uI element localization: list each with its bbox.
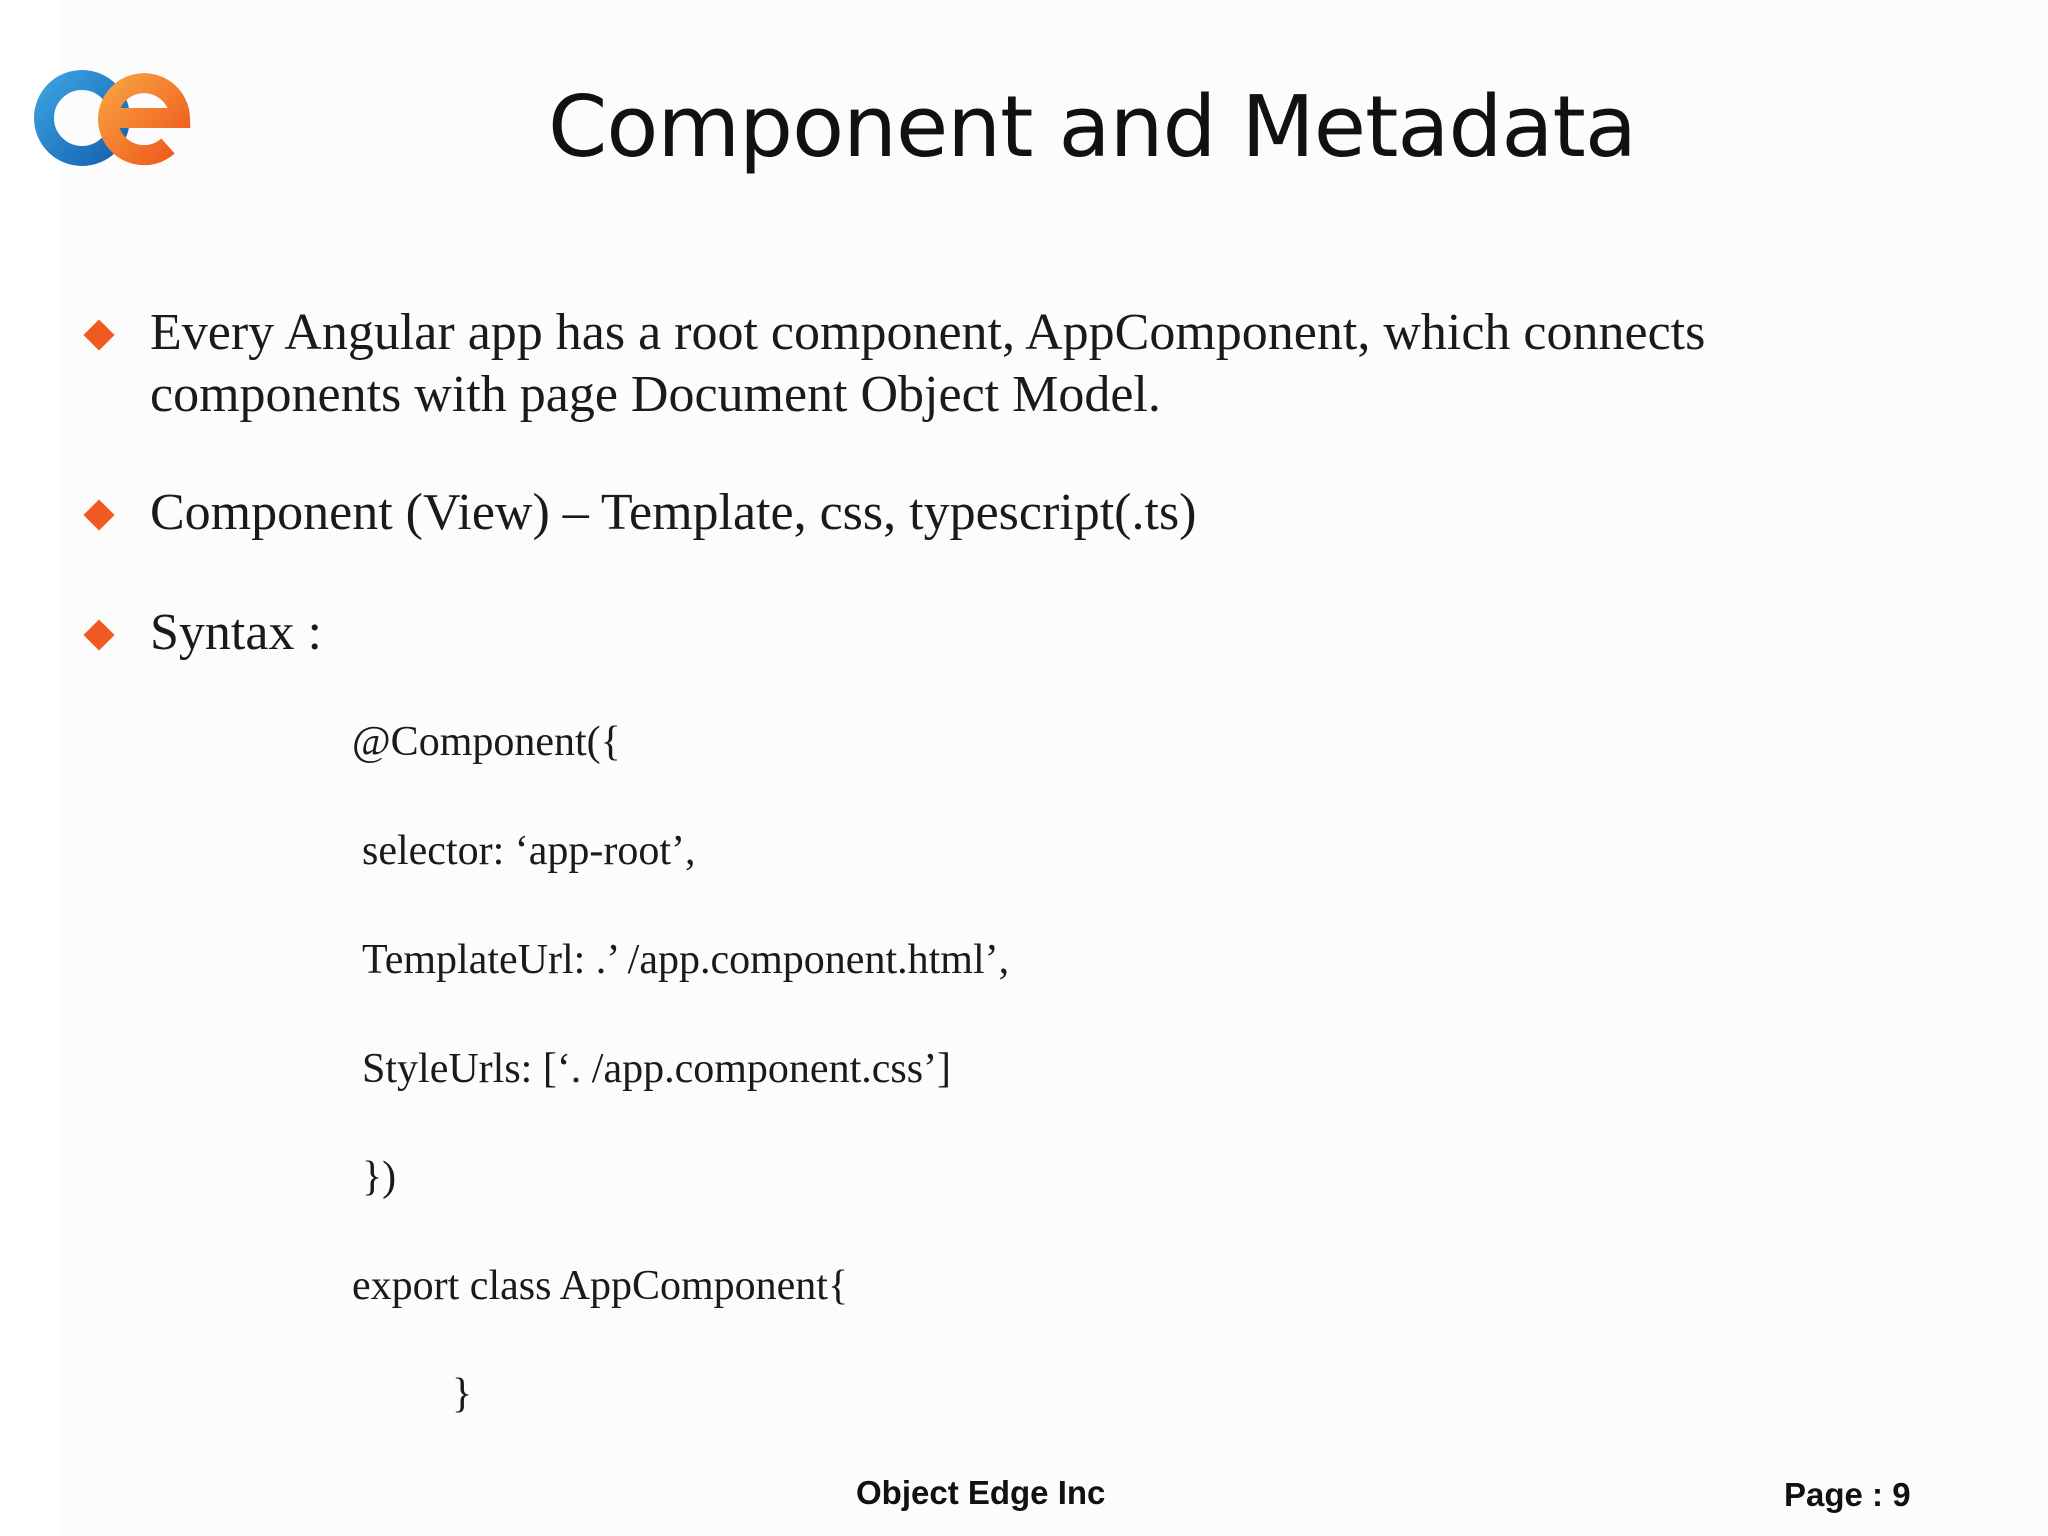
bullet-line: components with page Document Object Model.: [150, 366, 1161, 423]
bullet-line: Component (View) – Template, css, typescript(.ts): [150, 484, 1197, 541]
code-line: }: [452, 1371, 473, 1417]
bullet-text: [150, 302, 1705, 426]
code-line: selector: ‘app-root’,: [362, 828, 696, 874]
code-line: StyleUrls: [‘. /app.component.css’]: [362, 1046, 952, 1092]
slide-title: Component and Metadata: [548, 78, 1636, 177]
footer-company-name: Object Edge Inc: [856, 1474, 1106, 1511]
code-line: export class AppComponent{: [352, 1263, 849, 1309]
bullet-text: [150, 602, 322, 664]
footer-page-number: Page : 9: [1784, 1476, 1911, 1513]
bullet-text: [150, 482, 1197, 544]
object-edge-logo: [30, 62, 200, 172]
code-line: @Component({: [352, 719, 621, 765]
code-line: }): [362, 1154, 397, 1200]
code-line: TemplateUrl: .’ /app.component.html’,: [362, 937, 1010, 983]
bullet-line: Every Angular app has a root component, AppComponent, which connects: [150, 304, 1706, 361]
bullet-line: Syntax :: [150, 604, 322, 661]
